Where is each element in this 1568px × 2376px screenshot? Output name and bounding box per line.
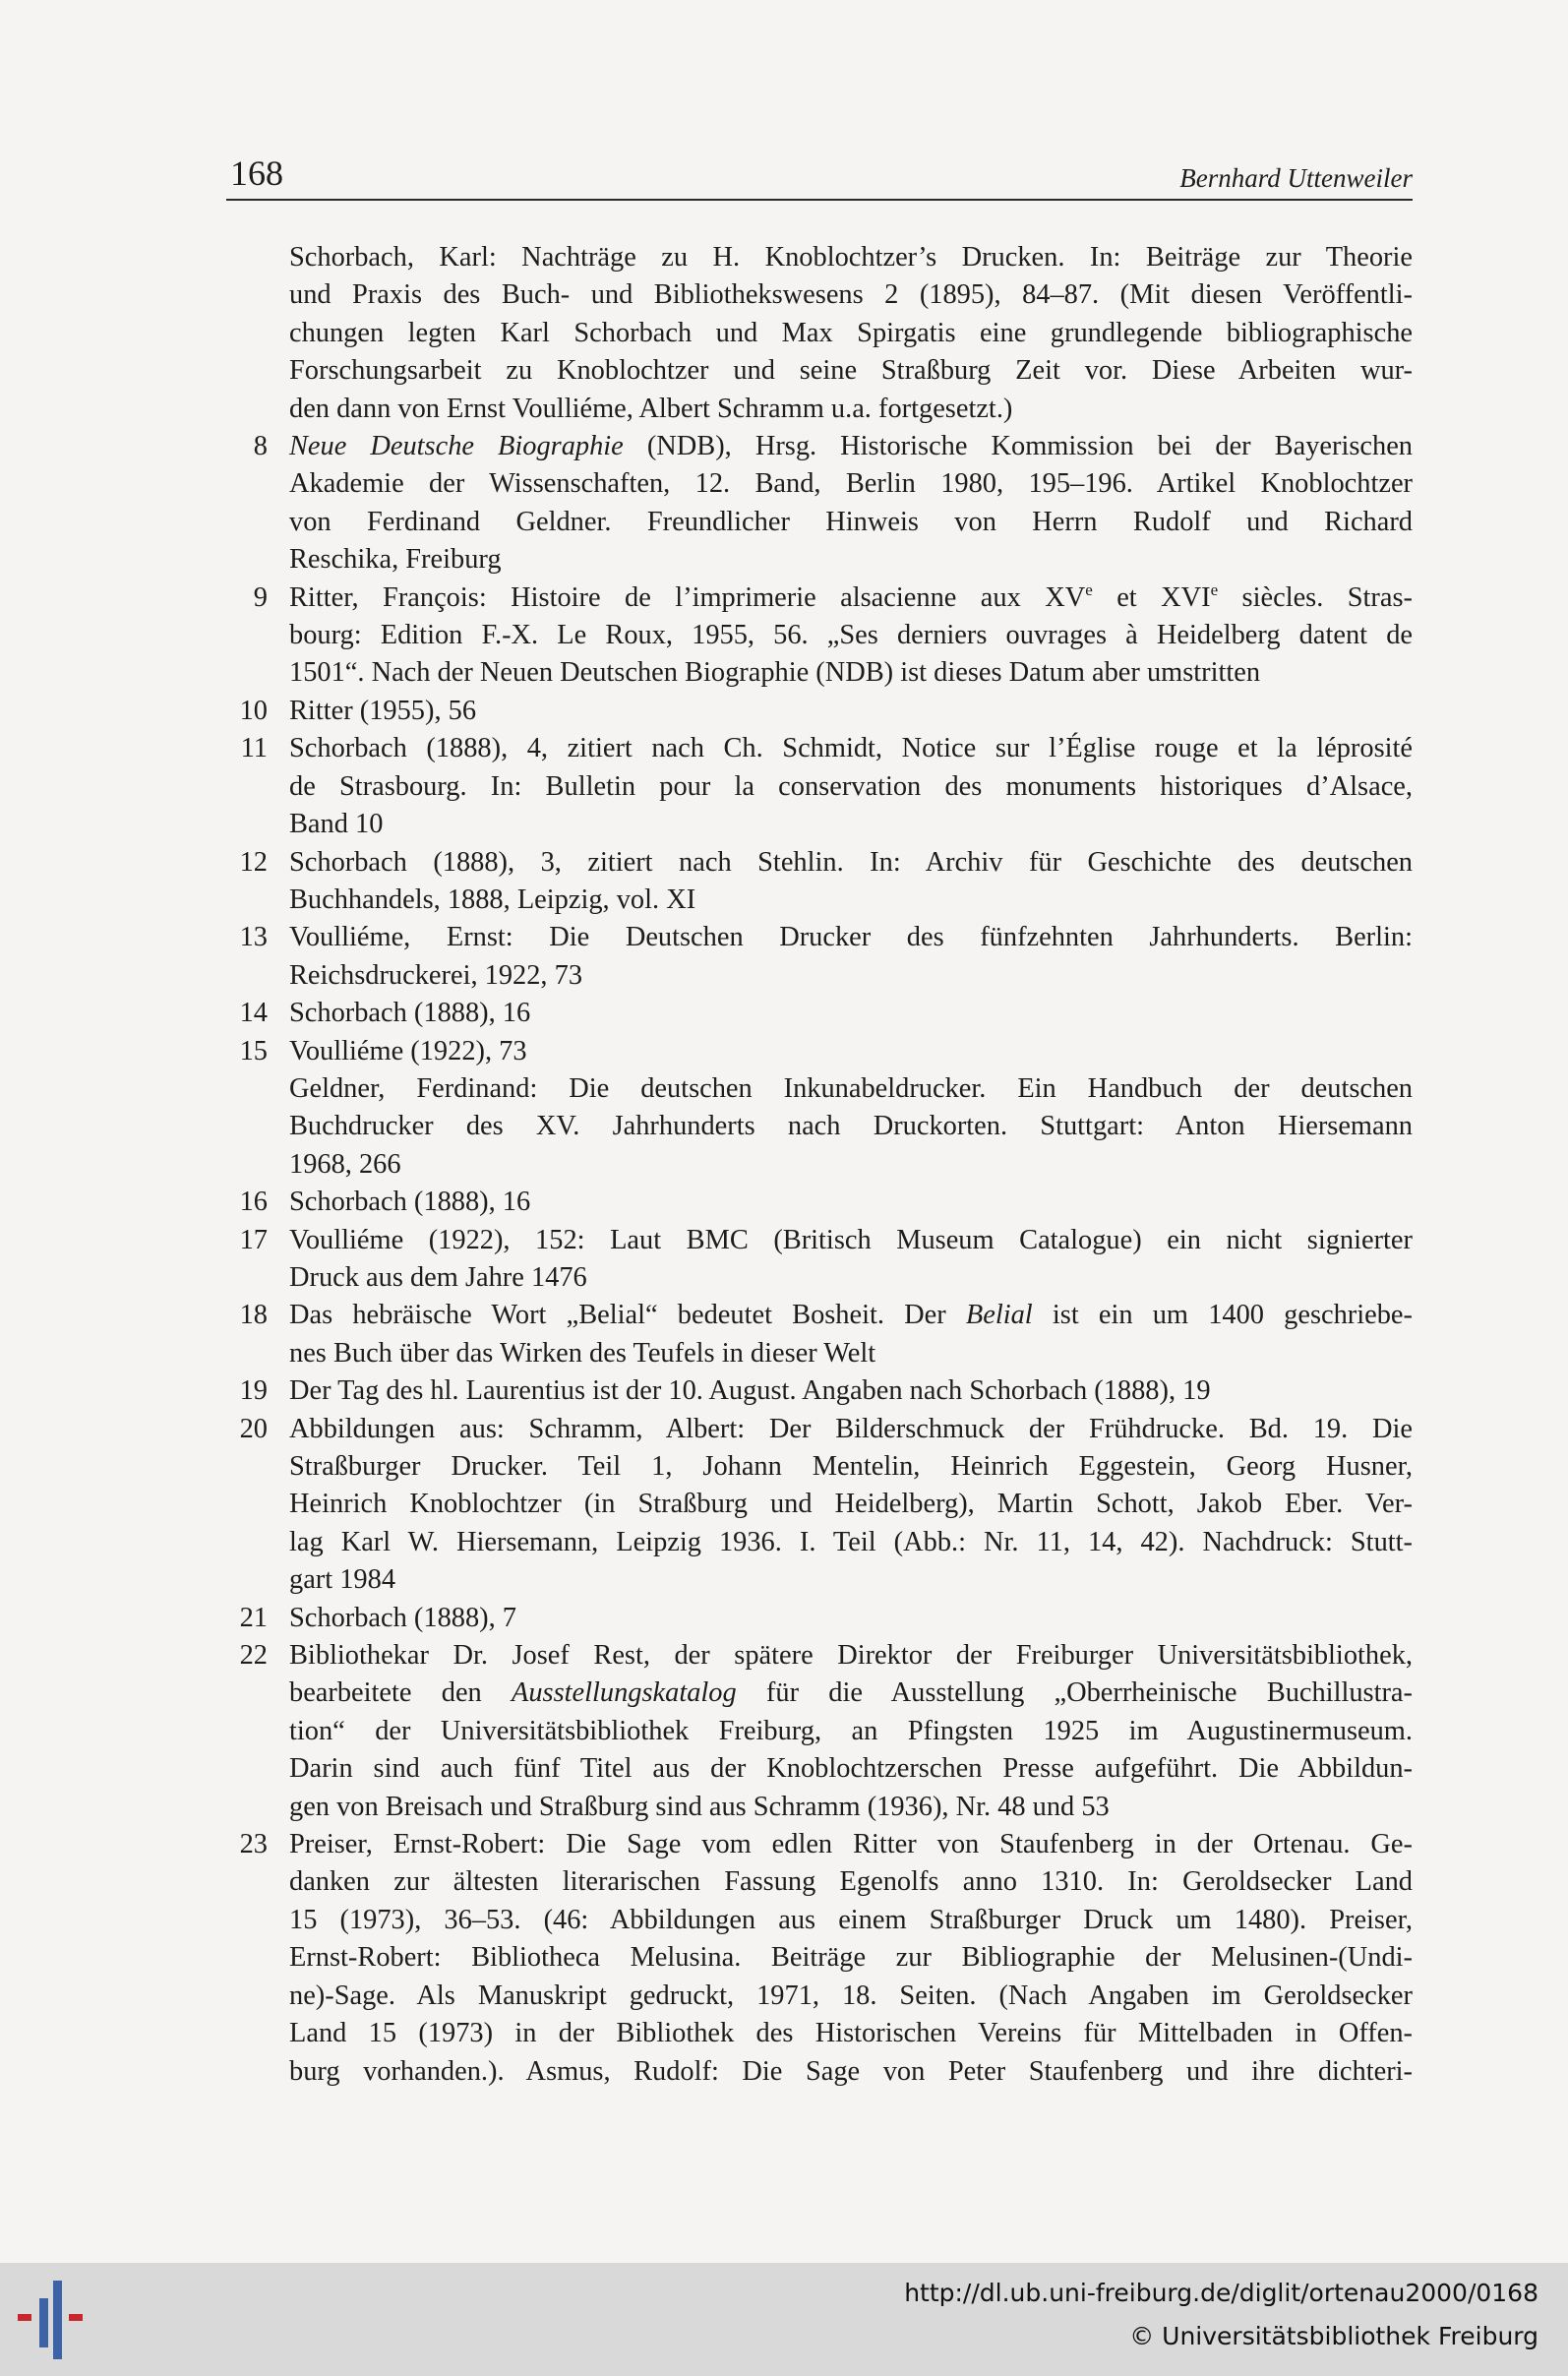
- endnote-18: [207, 1297, 1413, 1372]
- viewer-footer: [0, 2263, 1568, 2376]
- note-number: 22: [239, 1640, 268, 1672]
- note-text: [289, 1222, 1413, 1298]
- note-line: Abbildungen aus: Schramm, Albert: Der Bilderschmuck der Frühdrucke. Bd. 19. Die: [289, 1413, 1413, 1444]
- page-number: 168: [230, 153, 283, 193]
- note-line-part: bearbeitete den: [289, 1677, 512, 1709]
- note-line: gen von Breisach und Straßburg sind aus Schramm (1936), Nr. 48 und 53: [289, 1791, 1110, 1822]
- endnote-7-continued: [207, 239, 1413, 428]
- note-number: 15: [239, 1035, 268, 1066]
- endnote-21: [207, 1600, 1413, 1637]
- note-number: 9: [253, 581, 268, 613]
- note-number: 12: [239, 846, 268, 878]
- note-line: von Ferdinand Geldner. Freundlicher Hinweis von Herrn Rudolf und Richard: [289, 506, 1413, 537]
- note-line-rest: (NDB), Hrsg. Historische Kommission bei der Bayerischen: [623, 431, 1413, 462]
- note-number: 23: [239, 1829, 268, 1860]
- note-line-part: et XVI: [1092, 581, 1211, 613]
- note-line: Ritter (1955), 56: [289, 695, 477, 726]
- note-line: Der Tag des hl. Laurentius ist der 10. August. Angaben nach Schorbach (1888), 19: [289, 1375, 1211, 1407]
- note-text: [289, 1600, 1413, 1637]
- note-line: Akademie der Wissenschaften, 12. Band, Berlin 1980, 195–196. Artikel Knoblochtzer: [289, 468, 1413, 500]
- permalink-url[interactable]: http://dl.ub.uni-freiburg.de/diglit/ortenau2000/0168: [904, 2279, 1538, 2307]
- note-line: burg vorhanden.). Asmus, Rudolf: Die Sage von Peter Staufenberg und ihre dichteri-: [289, 2055, 1413, 2087]
- note-line: Preiser, Ernst-Robert: Die Sage vom edlen Ritter von Staufenberg in der Ortenau. Ge-: [289, 1829, 1413, 1860]
- note-line: Land 15 (1973) in der Bibliothek des Historischen Vereins für Mittelbaden in Offen-: [289, 2018, 1413, 2049]
- note-line: nes Buch über das Wirken des Teufels in dieser Welt: [289, 1337, 876, 1369]
- endnote-20: [207, 1411, 1413, 1600]
- note-text: [289, 730, 1413, 843]
- note-text: [289, 239, 1413, 428]
- endnote-9: [207, 579, 1413, 693]
- note-line: Voulliéme (1922), 152: Laut BMC (Britisch Museum Catalogue) ein nicht signierter: [289, 1224, 1413, 1255]
- endnote-14: [207, 995, 1413, 1032]
- endnote-12: [207, 844, 1413, 920]
- note-number: 17: [239, 1224, 268, 1255]
- endnote-15-continued: [207, 1070, 1413, 1184]
- note-line: 1501“. Nach der Neuen Deutschen Biographie (NDB) ist dieses Datum aber umstritten: [289, 657, 1261, 689]
- note-line: danken zur ältesten literarischen Fassung Egenolfs anno 1310. In: Geroldsecker Land: [289, 1866, 1413, 1898]
- note-line: lag Karl W. Hiersemann, Leipzig 1936. I. Teil (Abb.: Nr. 11, 14, 42). Nachdruck: Stutt-: [289, 1526, 1413, 1557]
- note-number: 21: [239, 1602, 268, 1633]
- note-line: gart 1984: [289, 1564, 396, 1596]
- note-line: Straßburger Drucker. Teil 1, Johann Mentelin, Heinrich Eggestein, Georg Husner,: [289, 1451, 1413, 1482]
- endnote-15: [207, 1033, 1413, 1070]
- superscript: e: [1210, 579, 1219, 599]
- note-text: [289, 1033, 1413, 1070]
- note-line-part: für die Ausstellung „Oberrheinische Buchillustra-: [736, 1677, 1413, 1709]
- note-line: 1968, 266: [289, 1148, 401, 1180]
- endnote-17: [207, 1222, 1413, 1298]
- note-text: [289, 919, 1413, 995]
- note-line: Voulliéme, Ernst: Die Deutschen Drucker des fünfzehnten Jahrhunderts. Berlin:: [289, 922, 1413, 953]
- note-number: [207, 239, 289, 428]
- note-number: 10: [239, 695, 268, 726]
- note-line: Heinrich Knoblochtzer (in Straßburg und Heidelberg), Martin Schott, Jakob Eber. Ver-: [289, 1489, 1413, 1520]
- note-line: bourg: Edition F.-X. Le Roux, 1955, 56. „Ses derniers ouvrages à Heidelberg datent de: [289, 620, 1413, 651]
- note-line: [289, 428, 1413, 465]
- note-line: Voulliéme (1922), 73: [289, 1035, 527, 1066]
- note-number: 18: [239, 1300, 268, 1331]
- note-line: [289, 1297, 1413, 1334]
- endnote-11: [207, 730, 1413, 843]
- note-text: [289, 1070, 1413, 1184]
- note-number: 11: [240, 733, 268, 764]
- note-line-part: siècles. Stras-: [1218, 581, 1413, 613]
- note-text: [289, 693, 1413, 730]
- note-number: 13: [239, 922, 268, 953]
- note-number: 20: [239, 1413, 268, 1444]
- note-line: Schorbach (1888), 16: [289, 1187, 531, 1218]
- note-line: Reschika, Freiburg: [289, 544, 502, 576]
- copyright-notice: © Universitätsbibliothek Freiburg: [1129, 2322, 1538, 2350]
- note-line: de Strasbourg. In: Bulletin pour la conservation des monuments historiques d’Alsace,: [289, 770, 1413, 802]
- endnotes-list: [207, 239, 1413, 2091]
- note-line: den dann von Ernst Voulliéme, Albert Schramm u.a. fortgesetzt.): [289, 393, 1013, 424]
- note-number: 8: [253, 431, 268, 462]
- note-number: 14: [239, 998, 268, 1029]
- note-line: Schorbach (1888), 16: [289, 998, 531, 1029]
- italic-title: Neue Deutsche Biographie: [289, 431, 624, 462]
- page-header: [226, 148, 1413, 201]
- note-text: [289, 844, 1413, 920]
- note-line-part: Das hebräische Wort „Belial“ bedeutet Bosheit. Der: [289, 1300, 966, 1331]
- note-line: und Praxis des Buch- und Bibliothekswesens 2 (1895), 84–87. (Mit diesen Veröffentli-: [289, 279, 1413, 311]
- note-line: Ernst-Robert: Bibliotheca Melusina. Beiträge zur Bibliographie der Melusinen-(Undi-: [289, 1942, 1413, 1974]
- note-line: Bibliothekar Dr. Josef Rest, der spätere Direktor der Freiburger Universitätsbibliothek,: [289, 1640, 1413, 1672]
- endnote-16: [207, 1184, 1413, 1221]
- note-line: Schorbach (1888), 3, zitiert nach Stehlin. In: Archiv für Geschichte des deutschen: [289, 846, 1413, 878]
- note-line: Forschungsarbeit zu Knoblochtzer und seine Straßburg Zeit vor. Diese Arbeiten wur-: [289, 355, 1413, 387]
- note-text: [289, 1184, 1413, 1221]
- endnote-19: [207, 1372, 1413, 1410]
- note-text: [289, 1826, 1413, 2091]
- endnote-10: [207, 693, 1413, 730]
- note-line: Geldner, Ferdinand: Die deutschen Inkunabeldrucker. Ein Handbuch der deutschen: [289, 1072, 1413, 1104]
- note-line: Darin sind auch fünf Titel aus der Knoblochtzerschen Presse aufgeführt. Die Abbildun-: [289, 1753, 1413, 1785]
- note-line: Reichsdruckerei, 1922, 73: [289, 959, 583, 991]
- superscript: e: [1085, 579, 1093, 599]
- endnote-13: [207, 919, 1413, 995]
- note-line: Buchdrucker des XV. Jahrhunderts nach Druckorten. Stuttgart: Anton Hiersemann: [289, 1111, 1413, 1142]
- note-number: 16: [239, 1187, 268, 1218]
- note-line: Buchhandels, 1888, Leipzig, vol. XI: [289, 883, 696, 915]
- note-text: [289, 579, 1413, 693]
- note-line: Druck aus dem Jahre 1476: [289, 1261, 587, 1293]
- note-line: Schorbach (1888), 7: [289, 1602, 517, 1633]
- running-head: Bernhard Uttenweiler: [1179, 163, 1413, 193]
- note-line: chungen legten Karl Schorbach und Max Spirgatis eine grundlegende bibliographische: [289, 317, 1413, 348]
- note-line: ne)-Sage. Als Manuskript gedruckt, 1971, 18. Seiten. (Nach Angaben im Geroldsecker: [289, 1980, 1413, 2011]
- note-text: [289, 1297, 1413, 1372]
- note-line: [289, 1675, 1413, 1712]
- library-logo-icon: [18, 2281, 102, 2359]
- note-line: Band 10: [289, 809, 384, 840]
- note-text: [289, 428, 1413, 579]
- note-text: [289, 1637, 1413, 1826]
- note-text: [289, 995, 1413, 1032]
- note-text: [289, 1411, 1413, 1600]
- note-text: [289, 1372, 1413, 1410]
- note-number: [207, 1070, 289, 1184]
- note-number: 19: [239, 1375, 268, 1407]
- note-line: tion“ der Universitätsbibliothek Freiburg, an Pfingsten 1925 im Augustinermuseum.: [289, 1715, 1413, 1746]
- endnote-23: [207, 1826, 1413, 2091]
- note-line-part: ist ein um 1400 geschriebe-: [1032, 1300, 1413, 1331]
- note-line: [289, 579, 1413, 617]
- note-line: Schorbach (1888), 4, zitiert nach Ch. Schmidt, Notice sur l’Église rouge et la léprosité: [289, 733, 1413, 764]
- italic-title: Belial: [965, 1300, 1033, 1331]
- endnote-22: [207, 1637, 1413, 1826]
- note-line: Schorbach, Karl: Nachträge zu H. Knoblochtzer’s Drucken. In: Beiträge zur Theorie: [289, 242, 1413, 273]
- note-line: 15 (1973), 36–53. (46: Abbildungen aus einem Straßburger Druck um 1480). Preiser,: [289, 1904, 1413, 1935]
- note-line-part: Ritter, François: Histoire de l’imprimerie alsacienne aux XV: [289, 581, 1086, 613]
- endnote-8: [207, 428, 1413, 579]
- italic-title: Ausstellungskatalog: [511, 1677, 737, 1709]
